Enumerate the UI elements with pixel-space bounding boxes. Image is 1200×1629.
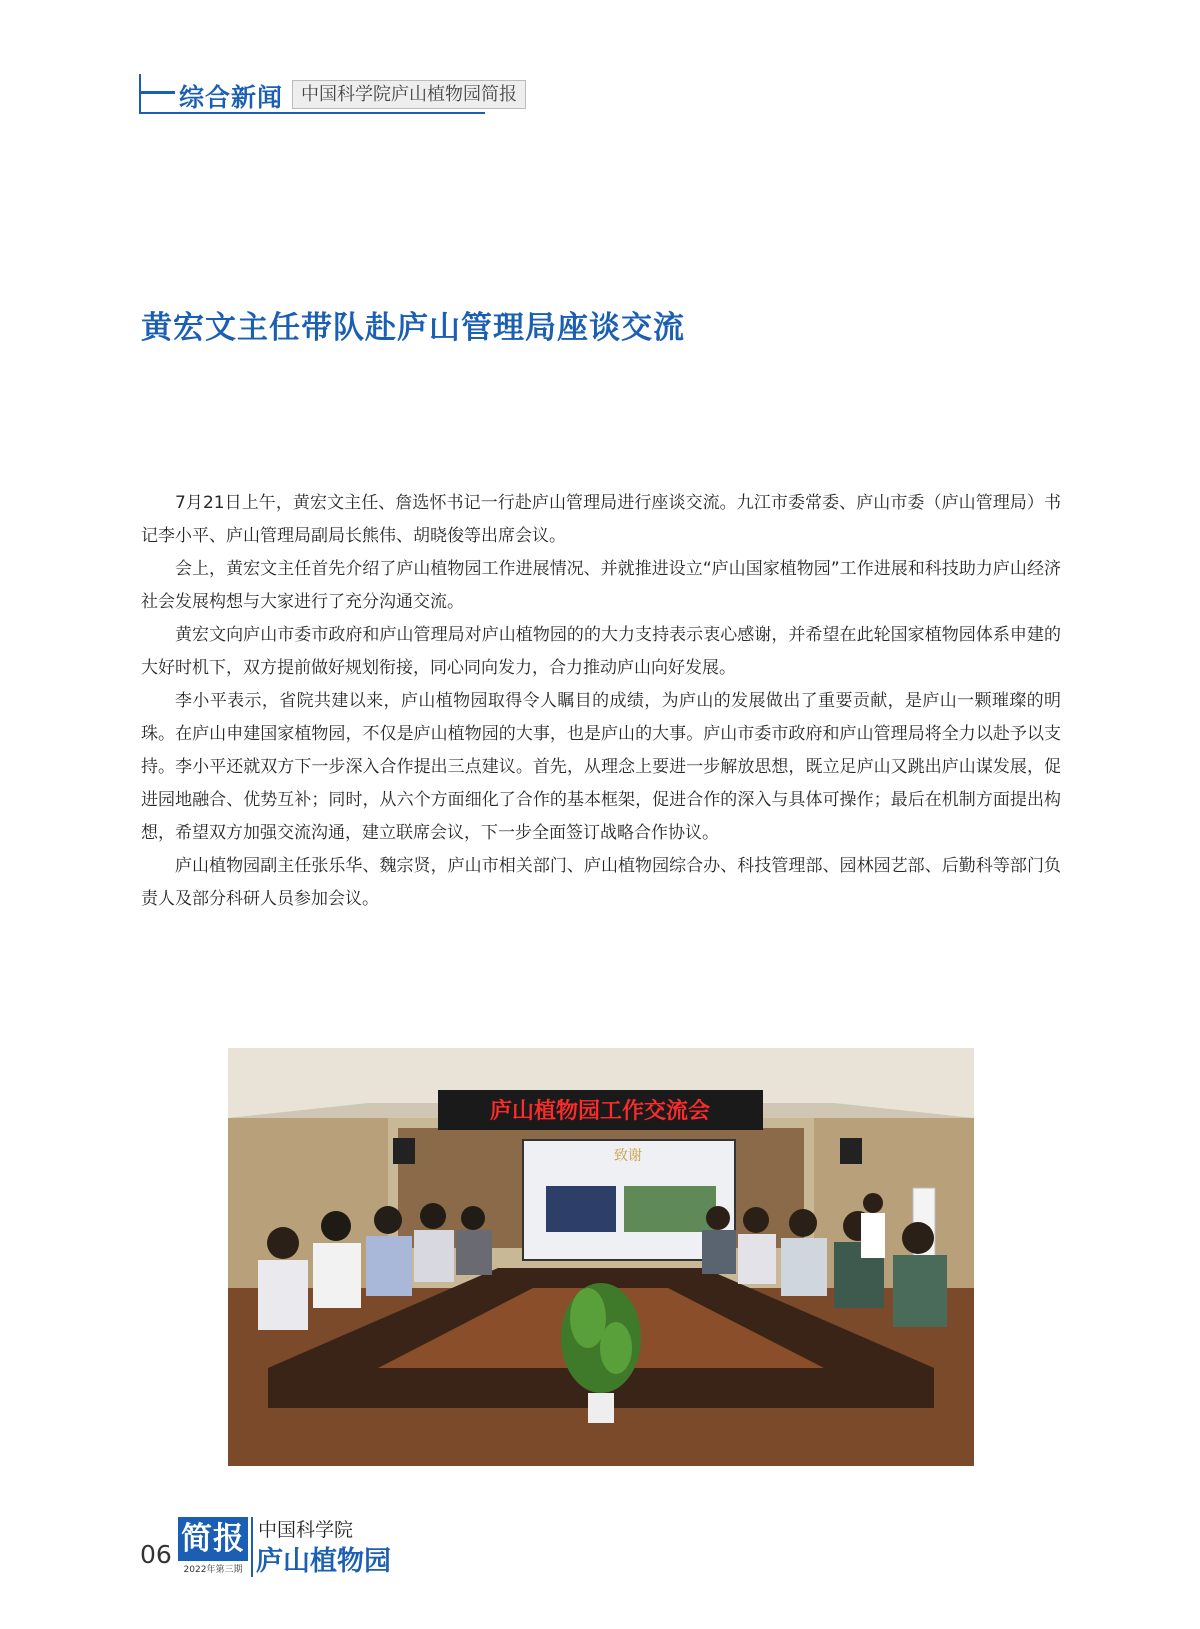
section-header-dash [141, 91, 175, 94]
article-paragraph: 7月21日上午，黄宏文主任、詹选怀书记一行赴庐山管理局进行座谈交流。九江市委常委、庐山市委（庐山管理局）书记李小平、庐山管理局副局长熊伟、胡晓俊等出席会议。 [141, 493, 1061, 546]
publication-name: 中国科学院庐山植物园简报 [292, 80, 526, 109]
org-name-line2: 庐山植物园 [256, 1546, 391, 1577]
article-paragraph: 庐山植物园副主任张乐华、魏宗贤，庐山市相关部门、庐山植物园综合办、科技管理部、园林园艺部、后勤科等部门负责人及部分科研人员参加会议。 [141, 856, 1061, 909]
bulletin-logo: 简报 [178, 1517, 248, 1561]
section-title: 综合新闻 [179, 83, 284, 112]
article-paragraph: 会上，黄宏文主任首先介绍了庐山植物园工作进展情况、并就推进设立“庐山国家植物园”工作进展和科技助力庐山经济社会发展构想与大家进行了充分沟通交流。 [141, 559, 1061, 612]
screen-heading: 致谢 [614, 1149, 642, 1164]
article-body [141, 487, 1061, 916]
page-number: 06 [140, 1540, 172, 1569]
issue-label: 2022年第三期 [183, 1565, 243, 1575]
article-paragraph: 李小平表示，省院共建以来，庐山植物园取得令人瞩目的成绩，为庐山的发展做出了重要贡献，是庐山一颗璀璨的明珠。在庐山申建国家植物园，不仅是庐山植物园的大事，也是庐山的大事。庐山市委市政府和庐山管理局将全力以赴予以支持。李小平还就双方下一步深入合作提出三点建议。首先，从理念上要进一步解放思想，既立足庐山又跳出庐山谋发展，促进园地融合、优势互补；同时，从六个方面细化了合作的基本框架，促进合作的深入与具体可操作；最后在机制方面提出构想，希望双方加强交流沟通，建立联席会议，下一步全面签订战略合作协议。 [141, 691, 1061, 843]
article-paragraph: 黄宏文向庐山市委市政府和庐山管理局对庐山植物园的的大力支持表示衷心感谢，并希望在此轮国家植物园体系申建的大好时机下，双方提前做好规划衔接，同心同向发力，合力推动庐山向好发展。 [141, 625, 1061, 678]
article-title: 黄宏文主任带队赴庐山管理局座谈交流 [141, 310, 685, 346]
logo-divider [251, 1517, 253, 1577]
banner-text: 庐山植物园工作交流会 [489, 1098, 711, 1123]
org-name-line1: 中国科学院 [258, 1519, 354, 1541]
meeting-photo [228, 1048, 974, 1466]
